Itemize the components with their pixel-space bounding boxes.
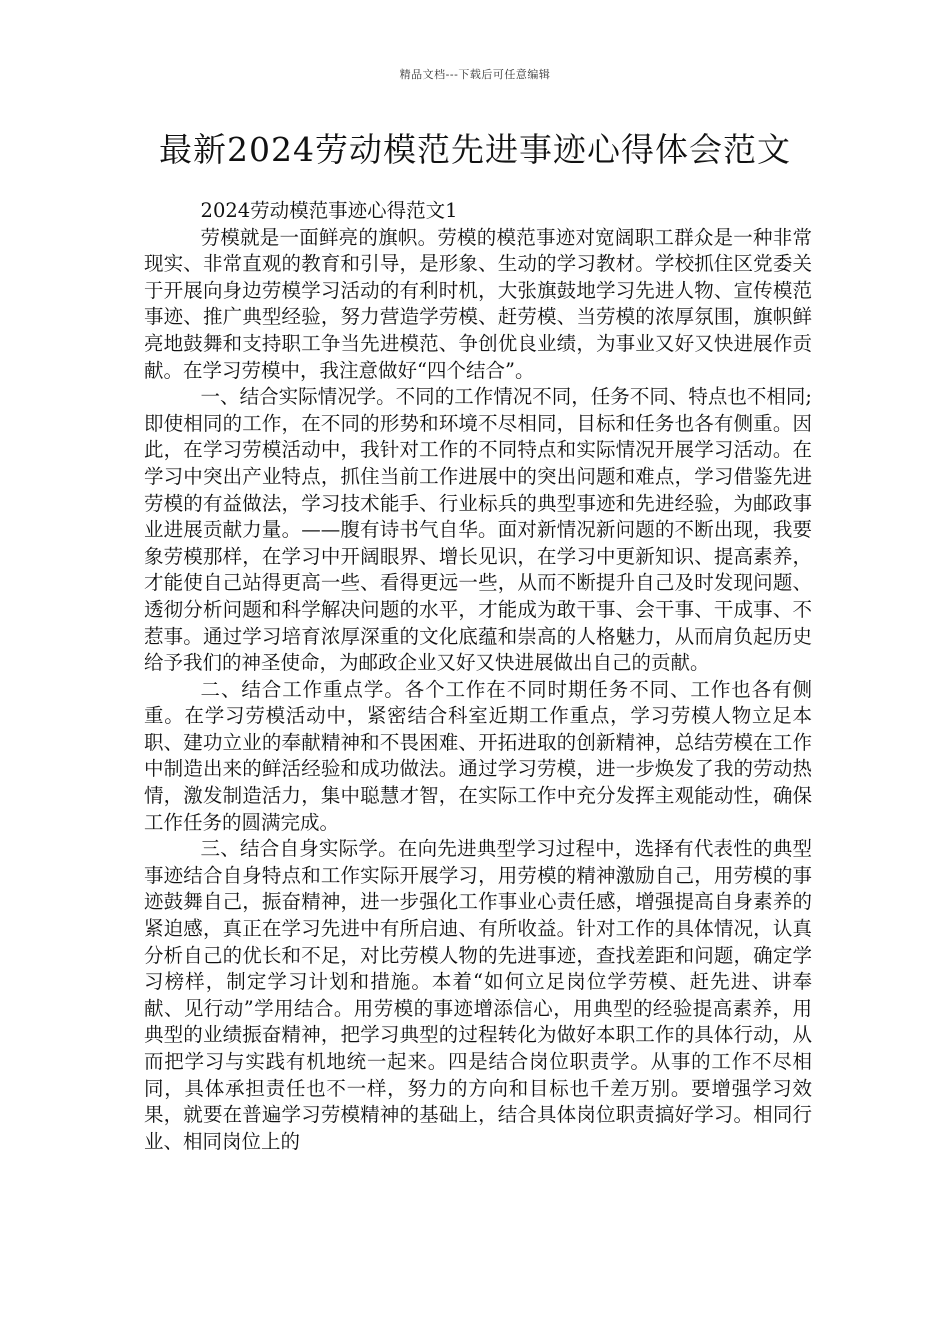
document-body (144, 198, 812, 1155)
section-subheading: 2024劳动模范事迹心得范文1 (200, 199, 458, 222)
paragraph-point-three: 三、结合自身实际学。在向先进典型学习过程中，选择有代表性的典型事迹结合自身特点和工作实际开展学习，用劳模的精神激励自己，用劳模的事迹鼓舞自己，振奋精神，进一步强化工作事业心责任感，增强提高自身素养的紧迫感，真正在学习先进中有所启迪、有所收益。针对工作的具体情况，认真分析自己的优长和不足，对比劳模人物的先进事迹，查找差距和问题，确定学习榜样，制定学习计划和措施。本着“如何立足岗位学劳模、赶先进、讲奉献、见行动”学用结合。用劳模的事迹增添信心，用典型的经验提高素养，用典型的业绩振奋精神，把学习典型的过程转化为做好本职工作的具体行动，从而把学习与实践有机地统一起来。四是结合岗位职责学。从事的工作不尽相同，具体承担责任也不一样，努力的方向和目标也千差万别。要增强学习效果，就要在普遍学习劳模精神的基础上，结合具体岗位职责搞好学习。相同行业、相同岗位上的 (144, 837, 812, 1153)
paragraph-point-one: 一、结合实际情况学。不同的工作情况不同，任务不同、特点也不相同;即使相同的工作，在不同的形势和环境不尽相同，目标和任务也各有侧重。因此，在学习劳模活动中，我针对工作的不同特点和实际情况开展学习活动。在学习中突出产业特点，抓住当前工作进展中的突出问题和难点，学习借鉴先进劳模的有益做法，学习技术能手、行业标兵的典型事迹和先进经验，为邮政事业进展贡献力量。——腹有诗书气自华。面对新情况新问题的不断出现，我要象劳模那样，在学习中开阔眼界、增长见识，在学习中更新知识、提高素养，才能使自己站得更高一些、看得更远一些，从而不断提升自己及时发现问题、透彻分析问题和科学解决问题的水平，才能成为敢干事、会干事、干成事、不惹事。通过学习培育浓厚深重的文化底蕴和崇高的人格魅力，从而肩负起历史给予我们的神圣使命，为邮政企业又好又快进展做出自己的贡献。 (144, 385, 812, 675)
header-note: 精品文档---下载后可任意编辑 (399, 68, 551, 81)
document-title: 最新2024劳动模范先进事迹心得体会范文 (159, 130, 791, 169)
paragraph-point-two: 二、结合工作重点学。各个工作在不同时期任务不同、工作也各有侧重。在学习劳模活动中，紧密结合科室近期工作重点，学习劳模人物立足本职、建功立业的奉献精神和不畏困难、开拓进取的创新精神，总结劳模在工作中制造出来的鲜活经验和成功做法。通过学习劳模，进一步焕发了我的劳动热情，激发制造活力，集中聪慧才智，在实际工作中充分发挥主观能动性，确保工作任务的圆满完成。 (144, 677, 812, 834)
paragraph-intro: 劳模就是一面鲜亮的旗帜。劳模的模范事迹对宽阔职工群众是一种非常现实、非常直观的教育和引导，是形象、生动的学习教材。学校抓住区党委关于开展向身边劳模学习活动的有利时机，大张旗鼓地学习先进人物、宣传模范事迹、推广典型经验，努力营造学劳模、赶劳模、当劳模的浓厚氛围，旗帜鲜亮地鼓舞和支持职工争当先进模范、争创优良业绩，为事业又好又快进展作贡献。在学习劳模中，我注意做好“四个结合”。 (144, 225, 812, 382)
